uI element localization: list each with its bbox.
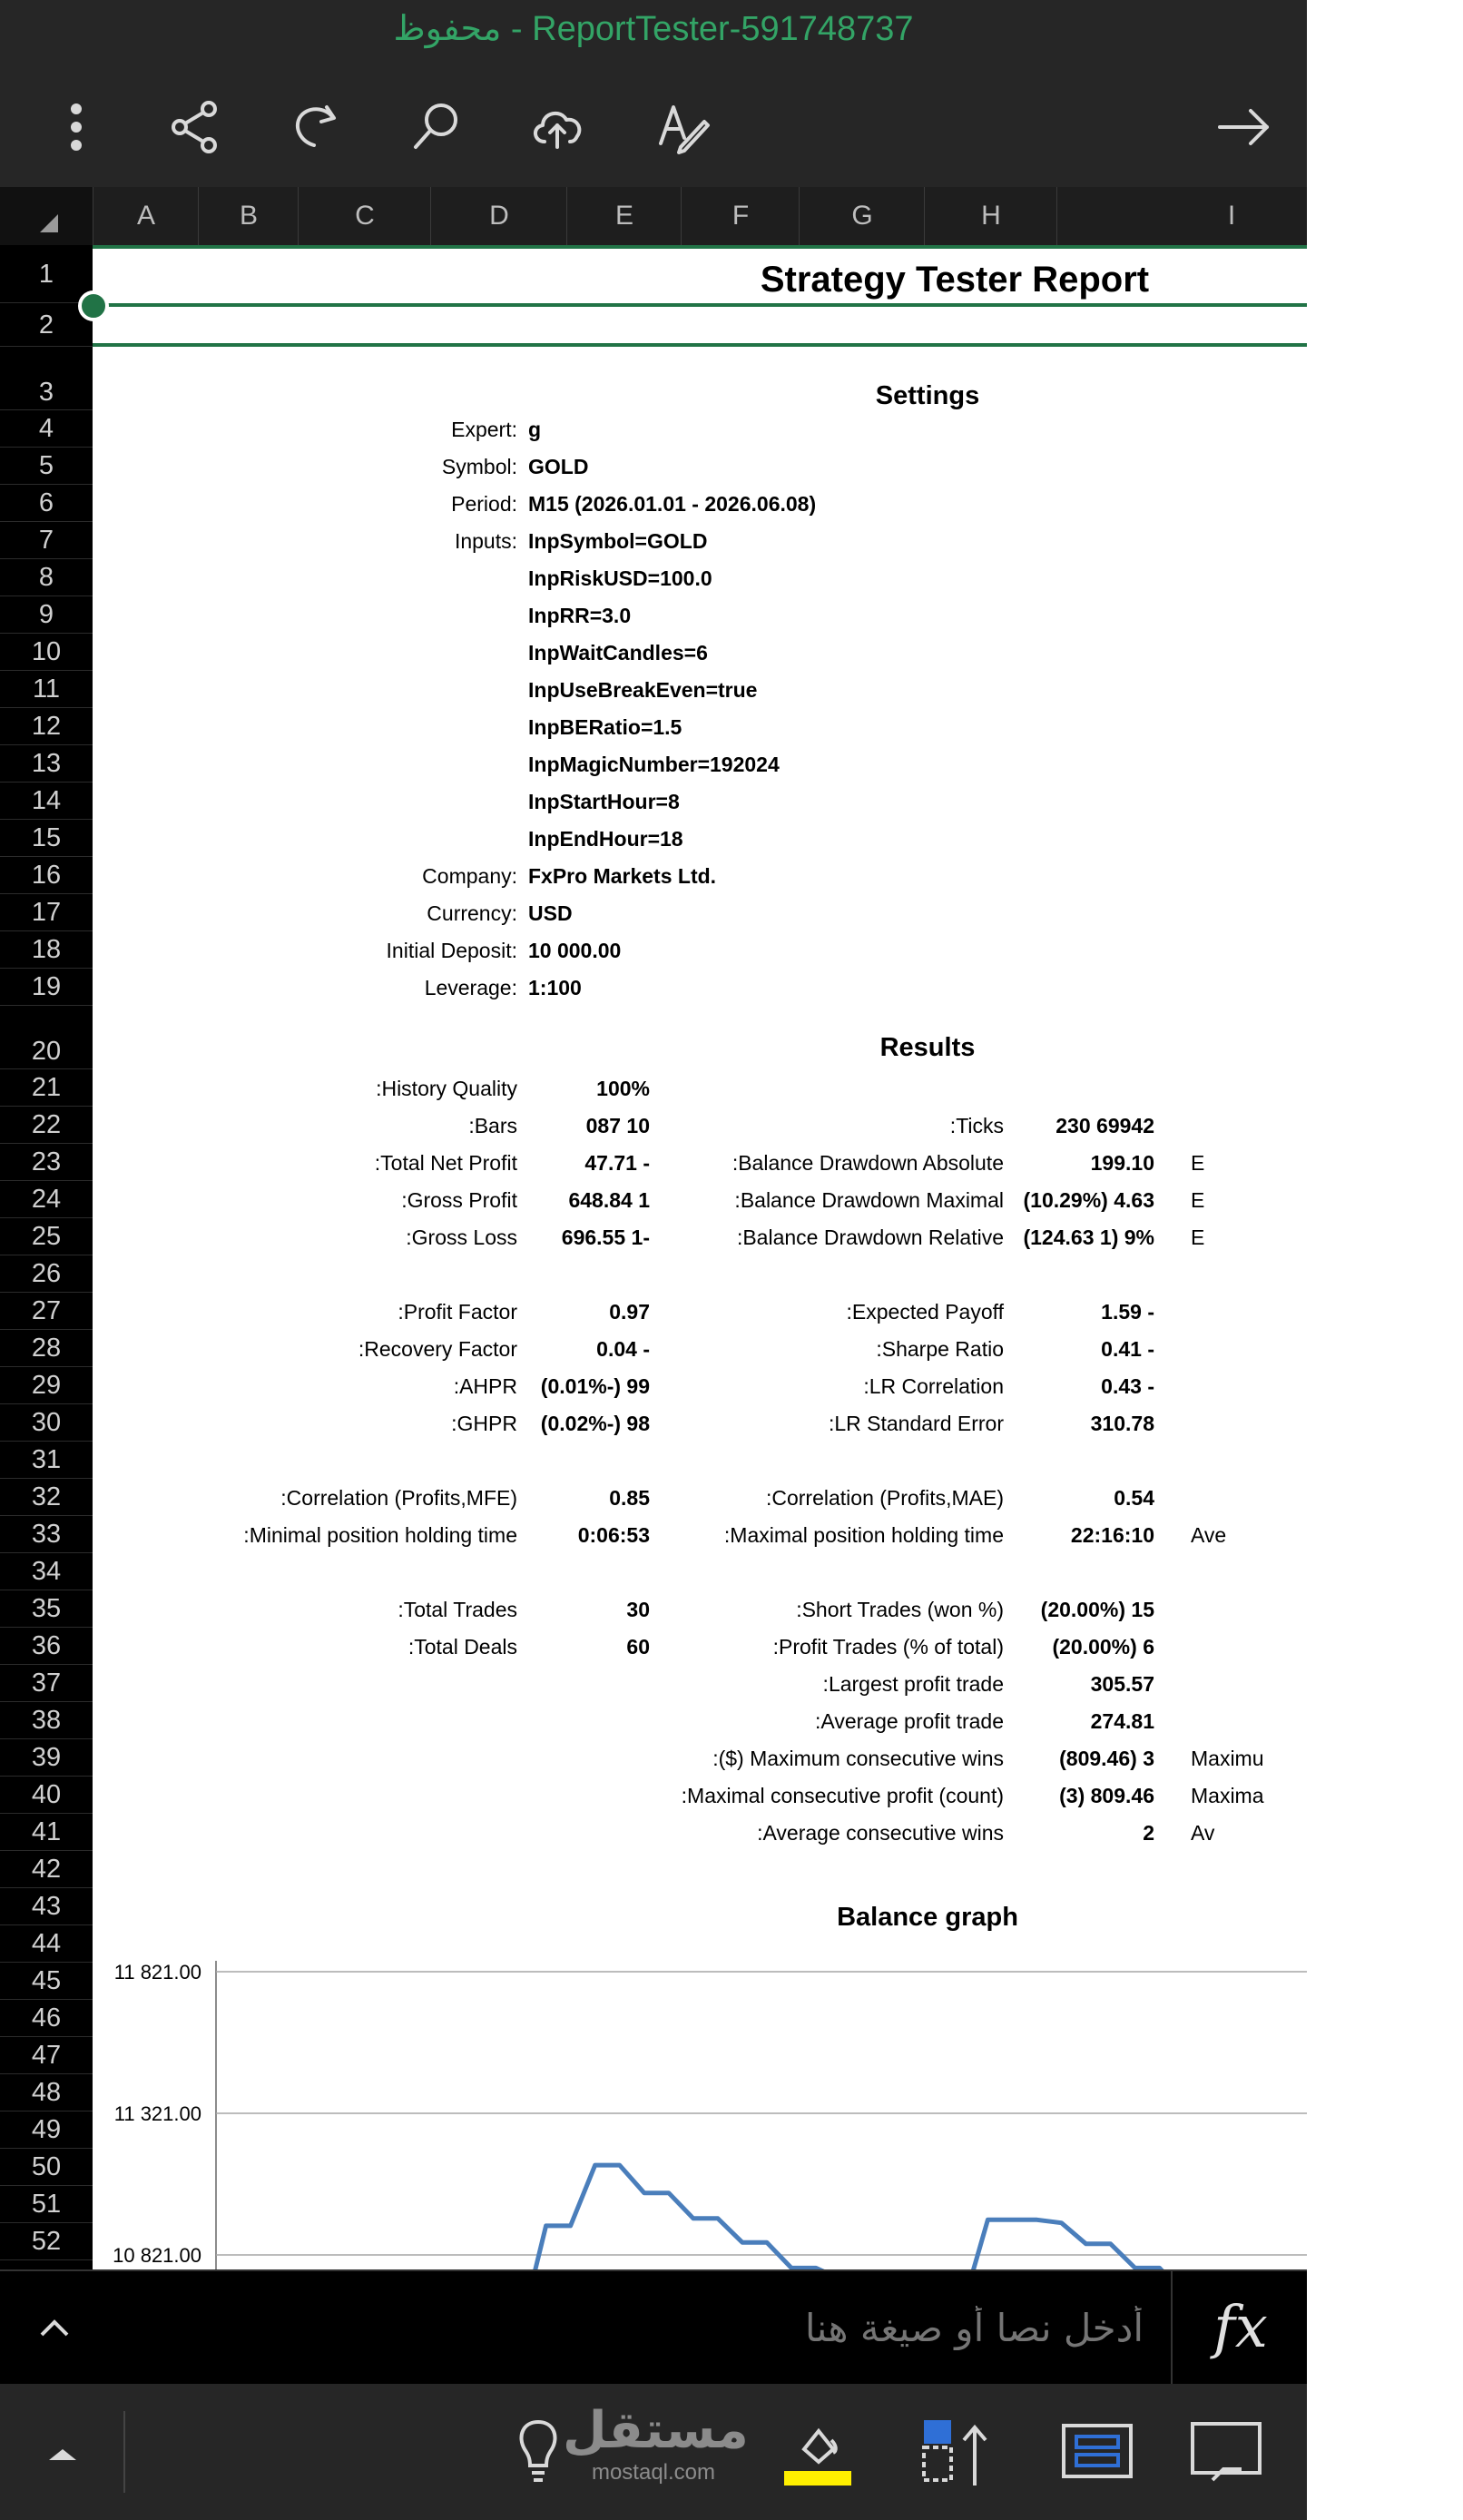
more-options-icon[interactable]: [40, 91, 113, 163]
results-value: 22:16:10: [1070, 1523, 1154, 1547]
results-label: Total Trades:: [398, 1598, 517, 1621]
search-icon[interactable]: [399, 91, 472, 163]
worksheet[interactable]: [93, 245, 1307, 2269]
results-label: History Quality:: [376, 1077, 517, 1100]
row-header[interactable]: 40: [0, 1777, 93, 1814]
settings-input-value: InpSymbol=GOLD: [528, 529, 708, 553]
row-header[interactable]: 19: [0, 969, 93, 1006]
select-all-corner[interactable]: [0, 187, 93, 245]
row-header[interactable]: 52: [0, 2223, 93, 2260]
chart-y-tick-label: 11 821.00: [113, 1961, 201, 1984]
row-header[interactable]: 41: [0, 1814, 93, 1851]
toolbar: [0, 58, 1307, 187]
row-headers: [0, 245, 93, 2269]
row-header[interactable]: 26: [0, 1255, 93, 1293]
row-header[interactable]: 4: [0, 410, 93, 448]
row-header[interactable]: 27: [0, 1293, 93, 1330]
column-header[interactable]: E: [566, 187, 682, 245]
results-label: Balance Drawdown Relative:: [736, 1226, 1004, 1249]
column-header[interactable]: A: [93, 187, 199, 245]
settings-input-value: InpBERatio=1.5: [528, 715, 682, 739]
settings-input-value: InpStartHour=8: [528, 790, 680, 813]
row-header[interactable]: 14: [0, 783, 93, 820]
results-label: Recovery Factor:: [358, 1337, 517, 1361]
results-value: -1 696.55: [561, 1226, 650, 1249]
column-header[interactable]: C: [298, 187, 431, 245]
column-header[interactable]: G: [799, 187, 925, 245]
results-label: Maximum consecutive wins ($):: [712, 1747, 1004, 1770]
caret-up-icon[interactable]: [22, 2417, 103, 2489]
settings-heading: Settings: [875, 381, 980, 410]
window-title: محفوظ - ReportTester-591748737: [0, 0, 1307, 58]
settings-value: g: [528, 418, 542, 441]
watermark-url: mostaql.com: [591, 2460, 716, 2485]
row-header[interactable]: 2: [0, 303, 93, 347]
row-header[interactable]: 7: [0, 522, 93, 559]
results-value: 15 (20.00%): [1040, 1598, 1154, 1621]
insert-function-button[interactable]: fx: [1171, 2271, 1309, 2384]
fill-color-icon[interactable]: [777, 2417, 859, 2489]
results-label: Balance Drawdown Absolute:: [732, 1151, 1004, 1175]
row-header[interactable]: 3: [0, 347, 93, 410]
results-heading: Results: [879, 1033, 976, 1062]
row-header[interactable]: 24: [0, 1181, 93, 1218]
results-value: 98 (-0.02%): [540, 1412, 650, 1435]
column-header[interactable]: F: [681, 187, 800, 245]
settings-label: Inputs:: [454, 529, 517, 553]
view-icon[interactable]: [1185, 2417, 1267, 2489]
results-label: Largest profit trade:: [822, 1672, 1004, 1696]
row-header[interactable]: 9: [0, 596, 93, 634]
insert-rows-icon[interactable]: [917, 2417, 998, 2489]
results-label: Bars:: [468, 1114, 517, 1137]
row-header[interactable]: 34: [0, 1553, 93, 1590]
watermark-logo: مستقل: [563, 2401, 749, 2460]
settings-value: 10 000.00: [528, 939, 622, 962]
results-label: Ticks:: [949, 1114, 1004, 1137]
bottom-toolbar: [0, 2384, 1307, 2520]
redo-icon[interactable]: [280, 91, 352, 163]
results-label: Average consecutive wins:: [757, 1821, 1004, 1845]
row-header[interactable]: 37: [0, 1665, 93, 1702]
results-label: AHPR:: [453, 1374, 517, 1398]
results-value: 0.54: [1114, 1486, 1154, 1510]
results-label-clipped: E: [1191, 1151, 1205, 1175]
results-value: 69942 230: [1056, 1114, 1154, 1137]
results-label: LR Correlation:: [863, 1374, 1004, 1398]
row-header[interactable]: 13: [0, 745, 93, 783]
row-header[interactable]: 28: [0, 1330, 93, 1367]
row-header[interactable]: 8: [0, 559, 93, 596]
results-label: Average profit trade:: [815, 1709, 1004, 1733]
results-value: - 0.43: [1101, 1374, 1154, 1398]
cloud-upload-icon[interactable]: [521, 91, 594, 163]
row-header[interactable]: 46: [0, 2000, 93, 2037]
settings-value: FxPro Markets Ltd.: [528, 864, 717, 888]
row-header[interactable]: 22: [0, 1107, 93, 1144]
results-value: 30: [626, 1598, 650, 1621]
results-label: Sharpe Ratio:: [876, 1337, 1004, 1361]
settings-label: Symbol:: [441, 455, 517, 478]
chevron-up-icon[interactable]: [31, 2304, 78, 2351]
results-value: - 0.04: [596, 1337, 650, 1361]
results-value: 4.63 (10.29%): [1023, 1188, 1154, 1212]
settings-input-value: InpRR=3.0: [528, 604, 632, 627]
row-header[interactable]: 6: [0, 485, 93, 522]
formula-bar: [0, 2269, 1307, 2384]
formula-input[interactable]: [109, 2271, 1144, 2384]
results-label: Gross Loss:: [406, 1226, 517, 1249]
row-header[interactable]: 1: [0, 245, 93, 303]
results-value: - 47.71: [584, 1151, 650, 1175]
results-label: Maximal position holding time:: [723, 1523, 1004, 1547]
row-header[interactable]: 30: [0, 1404, 93, 1442]
row-header[interactable]: 21: [0, 1069, 93, 1107]
results-label: GHPR:: [451, 1412, 517, 1435]
results-label-clipped: Ave: [1191, 1523, 1227, 1547]
row-header[interactable]: 43: [0, 1888, 93, 1925]
row-header[interactable]: 5: [0, 448, 93, 485]
results-value: 305.57: [1090, 1672, 1154, 1696]
results-label: Total Net Profit:: [374, 1151, 517, 1175]
results-label: Short Trades (won %):: [796, 1598, 1004, 1621]
row-header[interactable]: 45: [0, 1963, 93, 2000]
results-value: 199.10: [1090, 1151, 1154, 1175]
settings-value: 1:100: [528, 976, 582, 999]
results-label: Gross Profit:: [401, 1188, 517, 1212]
column-header[interactable]: I: [1056, 187, 1406, 245]
row-header[interactable]: 11: [0, 671, 93, 708]
row-header[interactable]: 48: [0, 2074, 93, 2111]
results-label: Correlation (Profits,MAE):: [765, 1486, 1004, 1510]
results-value: 3 (809.46): [1059, 1747, 1154, 1770]
row-header[interactable]: 35: [0, 1590, 93, 1628]
results-value: 100%: [596, 1077, 650, 1100]
settings-input-value: InpEndHour=18: [528, 827, 683, 851]
row-header[interactable]: 42: [0, 1851, 93, 1888]
settings-label: Expert:: [451, 418, 517, 441]
settings-label: Period:: [451, 492, 517, 516]
row-header[interactable]: 51: [0, 2186, 93, 2223]
row-header[interactable]: 39: [0, 1739, 93, 1777]
row-header[interactable]: 49: [0, 2111, 93, 2149]
results-value: 274.81: [1090, 1709, 1154, 1733]
results-label: Profit Trades (% of total):: [772, 1635, 1004, 1659]
settings-value: USD: [528, 901, 573, 925]
results-value: 9% (1 124.63): [1023, 1226, 1154, 1249]
row-header[interactable]: 17: [0, 894, 93, 931]
row-header[interactable]: 20: [0, 1006, 93, 1069]
results-label-clipped: Maxima: [1191, 1784, 1264, 1807]
pen-draw-icon[interactable]: [646, 91, 719, 163]
row-header[interactable]: 36: [0, 1628, 93, 1665]
results-value: 60: [626, 1635, 650, 1659]
chart-y-tick-label: 11 321.00: [113, 2102, 201, 2125]
row-header[interactable]: 16: [0, 857, 93, 894]
results-value: 0:06:53: [577, 1523, 650, 1547]
row-header[interactable]: 23: [0, 1144, 93, 1181]
row-header[interactable]: 47: [0, 2037, 93, 2074]
row-header[interactable]: 10: [0, 634, 93, 671]
settings-label: Currency:: [427, 901, 517, 925]
results-value: 310.78: [1090, 1412, 1154, 1435]
settings-label: Company:: [422, 864, 517, 888]
selection-handle[interactable]: [78, 290, 109, 321]
results-label: Profit Factor:: [398, 1300, 517, 1324]
results-label: Total Deals:: [407, 1635, 517, 1659]
results-value: 809.46 (3): [1059, 1784, 1154, 1807]
settings-label: Leverage:: [424, 976, 517, 999]
row-header[interactable]: 12: [0, 708, 93, 745]
results-label-clipped: E: [1191, 1188, 1205, 1212]
row-header[interactable]: 50: [0, 2149, 93, 2186]
settings-input-value: InpMagicNumber=192024: [528, 753, 780, 776]
report-title: Strategy Tester Report: [760, 260, 1150, 300]
results-value: 99 (-0.01%): [540, 1374, 650, 1398]
results-label: Correlation (Profits,MFE):: [280, 1486, 517, 1510]
row-header[interactable]: 44: [0, 1925, 93, 1963]
results-label: Minimal position holding time:: [243, 1523, 517, 1547]
row-header[interactable]: 29: [0, 1367, 93, 1404]
results-value: 6 (20.00%): [1052, 1635, 1154, 1659]
balance-chart: [93, 1961, 1307, 2269]
balance-graph-heading: Balance graph: [837, 1903, 1018, 1932]
column-header[interactable]: H: [924, 187, 1057, 245]
row-header[interactable]: 38: [0, 1702, 93, 1739]
results-value: 0.97: [609, 1300, 650, 1324]
row-header[interactable]: 31: [0, 1442, 93, 1479]
row-header[interactable]: 25: [0, 1218, 93, 1255]
share-icon[interactable]: [160, 91, 232, 163]
results-value: 0.85: [609, 1486, 650, 1510]
settings-input-value: InpUseBreakEven=true: [528, 678, 758, 702]
results-value: - 0.41: [1101, 1337, 1154, 1361]
settings-input-value: InpWaitCandles=6: [528, 641, 708, 664]
results-label-clipped: Maximu: [1191, 1747, 1264, 1770]
results-label-clipped: Av: [1191, 1821, 1215, 1845]
settings-value: GOLD: [528, 455, 589, 478]
column-header[interactable]: D: [430, 187, 567, 245]
results-value: 2: [1143, 1821, 1154, 1845]
forward-arrow-icon[interactable]: [1207, 91, 1280, 163]
results-value: - 1.59: [1101, 1300, 1154, 1324]
row-header[interactable]: 15: [0, 820, 93, 857]
column-header[interactable]: B: [198, 187, 299, 245]
results-value: 1 648.84: [568, 1188, 650, 1212]
results-label-clipped: E: [1191, 1226, 1205, 1249]
settings-value: M15 (2026.01.01 - 2026.06.08): [528, 492, 817, 516]
settings-label: Initial Deposit:: [386, 939, 517, 962]
row-header[interactable]: 18: [0, 931, 93, 969]
chart-y-tick-label: 10 821.00: [113, 2244, 201, 2267]
cell-format-icon[interactable]: [1056, 2417, 1138, 2489]
results-label: Expected Payoff:: [846, 1300, 1004, 1324]
row-header[interactable]: 32: [0, 1479, 93, 1516]
column-headers: [0, 187, 1307, 245]
results-label: Maximal consecutive profit (count):: [681, 1784, 1004, 1807]
results-label: LR Standard Error:: [828, 1412, 1004, 1435]
results-label: Balance Drawdown Maximal:: [734, 1188, 1004, 1212]
results-value: 10 087: [585, 1114, 650, 1137]
settings-input-value: InpRiskUSD=100.0: [528, 566, 712, 590]
row-header[interactable]: 33: [0, 1516, 93, 1553]
